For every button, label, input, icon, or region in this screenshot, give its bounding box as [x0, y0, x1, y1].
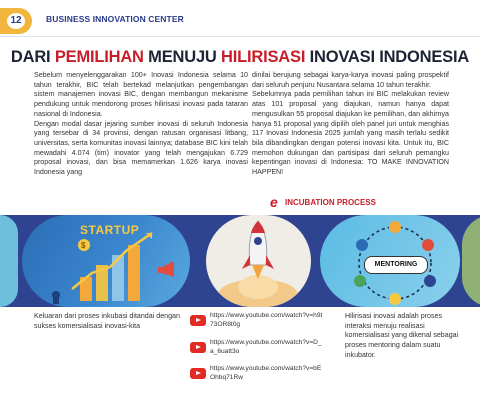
- incubation-banner: [0, 215, 480, 307]
- mentoring-panel: [320, 215, 460, 307]
- bottom-left-text: Keluaran dari proses inkubasi ditandai dengan sukses komersialisasi inovasi-kita: [34, 312, 180, 330]
- paragraph: Dengan modal dasar jejaring sumber inovasi di seluruh Indonesia yang tersebar di 34 provinsi, dengan ratusan organisasi litbang, universitas, serta komunitas inovasi lainnya; database BIC kini telah mewadahi 4.074 (tim) inovator yang telah mengajukan 6.729 proposal inovasi, dan bisa memamerkan 1.626 karya inovasi Indonesia yang: [34, 119, 248, 177]
- paragraph: Sebelumnya pada pemilihan tahun ini BIC melakukan review atas 101 proposal yang diajukan, namun hanya dapat mengusulkan 55 proposal diajukan ke pemilihan, dan akhirnya hanya 51 proposal yang dipilih oleh panel juri untuk menghias 117 Inovasi Indonesia 2025 jumlah yang masih terlalu sedikit bila dibandingkan dengan potensi inovasi kita. Untuk itu, BIC memohon dukungan dan partisipasi dari seluruh pemangku kepentingan inovasi di Indonesia: TO MAKE INNOVATION HAPPEN!: [252, 90, 449, 177]
- youtube-icon: [190, 368, 206, 379]
- rocket-icon: [206, 215, 311, 307]
- page-number: 12: [7, 13, 25, 29]
- title-part-1: DARI: [10, 48, 55, 66]
- rocket-panel: [206, 215, 311, 307]
- video-link[interactable]: https://www.youtube.com/watch?v=bEOhbq71Rw: [210, 365, 322, 381]
- title-highlight-2: HILIRISASI: [221, 48, 306, 66]
- title-part-5: INOVASI INDONESIA: [305, 48, 470, 66]
- video-link-row[interactable]: [190, 365, 340, 393]
- page-title: [0, 48, 480, 67]
- title-part-3: MENUJU: [143, 48, 222, 66]
- section-title: BUSINESS INNOVATION CENTER: [46, 14, 184, 24]
- incubation-icon: e: [270, 194, 278, 210]
- svg-text:$: $: [81, 241, 86, 250]
- mentoring-label: MENTORING: [364, 256, 428, 274]
- title-highlight-1: PEMILIHAN: [54, 48, 144, 66]
- startup-label: STARTUP: [80, 223, 140, 237]
- banner-edge-left: [0, 215, 18, 307]
- header-divider: [0, 36, 480, 37]
- paragraph: Sebelum menyelenggarakan 100+ Inovasi Indonesia selama 10 tahun terakhir, BIC telah bertekad melanjutkan pengembangan sistem manajemen inovasi BIC, dengan membangun mekanisme pendukung untuk mendorong proses hilirisasi inovasi pada tataran nasional di Indonesia.: [34, 71, 248, 118]
- video-link[interactable]: https://www.youtube.com/watch?v=D_a_6uatt3o: [210, 339, 322, 355]
- video-link-row[interactable]: [190, 312, 340, 340]
- youtube-icon: [190, 342, 206, 353]
- startup-illustration: [22, 215, 190, 307]
- bottom-right-text: Hilirisasi inovasi adalah proses interaksi menuju realisasi komersialisasi yang dikenal sebagai proses mentoring dalam suatu inkubator.: [345, 312, 459, 359]
- incubation-title: INCUBATION PROCESS: [285, 198, 376, 207]
- youtube-icon: [190, 315, 206, 326]
- body-column-right: [252, 71, 449, 178]
- megaphone-icon: [158, 261, 174, 277]
- page-number-badge: [0, 8, 32, 34]
- video-link[interactable]: https://www.youtube.com/watch?v=h9t73OR8t0g: [210, 312, 323, 328]
- startup-panel: [22, 215, 190, 307]
- paragraph: dinilai berujung sebagai karya-karya inovasi paling prospektif dari seluruh penjuru Nusantara selama 10 tahun terakhir.: [252, 71, 449, 89]
- video-link-row[interactable]: [190, 339, 340, 367]
- body-column-left: [34, 71, 248, 178]
